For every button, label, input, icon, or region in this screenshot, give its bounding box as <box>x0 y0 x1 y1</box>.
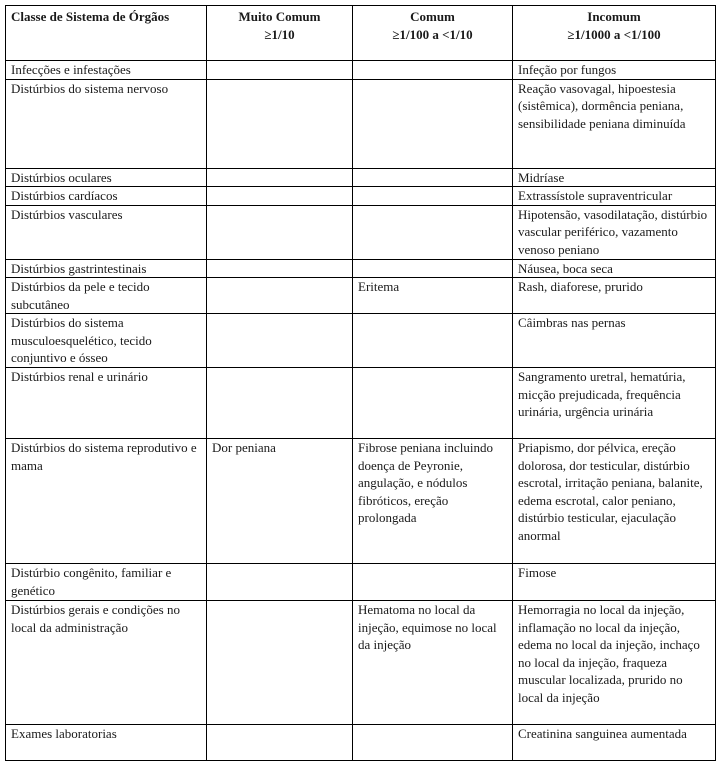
cell-common <box>353 725 513 761</box>
cell-common <box>353 314 513 368</box>
table-row <box>6 439 716 564</box>
header-uncommon <box>513 6 716 61</box>
cell-organ-class: Distúrbios do sistema nervoso <box>6 79 207 168</box>
table-row <box>6 79 716 168</box>
cell-very-common <box>207 205 353 259</box>
cell-common: Eritema <box>353 278 513 314</box>
header-organ-class <box>6 6 207 61</box>
cell-uncommon: Hipotensão, vasodilatação, distúrbio vascular periférico, vazamento venoso peniano <box>513 205 716 259</box>
table-row <box>6 725 716 761</box>
cell-very-common <box>207 187 353 206</box>
cell-uncommon: Rash, diaforese, prurido <box>513 278 716 314</box>
cell-uncommon: Câimbras nas pernas <box>513 314 716 368</box>
cell-uncommon: Náusea, boca seca <box>513 259 716 278</box>
header-common-title: Comum <box>410 9 455 24</box>
cell-very-common <box>207 79 353 168</box>
header-common <box>353 6 513 61</box>
cell-organ-class: Infecções e infestações <box>6 61 207 80</box>
cell-organ-class: Distúrbios vasculares <box>6 205 207 259</box>
cell-organ-class: Distúrbios renal e urinário <box>6 368 207 439</box>
header-very-common-title: Muito Comum <box>238 9 321 24</box>
cell-organ-class: Distúrbios do sistema reprodutivo e mama <box>6 439 207 564</box>
header-common-freq: ≥1/100 a <1/10 <box>392 26 473 42</box>
cell-common <box>353 205 513 259</box>
header-organ-class-title: Classe de Sistema de Órgãos <box>11 9 170 24</box>
cell-very-common <box>207 61 353 80</box>
header-uncommon-title: Incomum <box>587 9 641 24</box>
adverse-reactions-table <box>5 5 716 761</box>
table-row <box>6 278 716 314</box>
cell-uncommon: Fimose <box>513 564 716 601</box>
cell-common <box>353 168 513 187</box>
cell-organ-class: Distúrbios gastrintestinais <box>6 259 207 278</box>
table-row <box>6 187 716 206</box>
cell-very-common <box>207 314 353 368</box>
cell-uncommon: Infeção por fungos <box>513 61 716 80</box>
table-row <box>6 368 716 439</box>
cell-very-common <box>207 564 353 601</box>
cell-uncommon: Creatinina sanguinea aumentada <box>513 725 716 761</box>
table-row <box>6 168 716 187</box>
cell-very-common: Dor peniana <box>207 439 353 564</box>
cell-common <box>353 61 513 80</box>
cell-organ-class: Distúrbios do sistema musculoesquelético, tecido conjuntivo e ósseo <box>6 314 207 368</box>
table-row <box>6 601 716 725</box>
cell-very-common <box>207 368 353 439</box>
table-row <box>6 259 716 278</box>
cell-common <box>353 564 513 601</box>
cell-organ-class: Distúrbios cardíacos <box>6 187 207 206</box>
cell-uncommon: Priapismo, dor pélvica, ereção dolorosa, dor testicular, distúrbio escrotal, irritação peniana, balanite, edema escrotal, calor peniano, distúrbio testicular, ejaculação anormal <box>513 439 716 564</box>
cell-uncommon: Sangramento uretral, hematúria, micção prejudicada, frequência urinária, urgência urinária <box>513 368 716 439</box>
cell-uncommon: Midríase <box>513 168 716 187</box>
header-row <box>6 6 716 61</box>
table-row <box>6 314 716 368</box>
cell-very-common <box>207 168 353 187</box>
header-uncommon-freq: ≥1/1000 a <1/100 <box>567 26 661 42</box>
cell-very-common <box>207 601 353 725</box>
cell-common <box>353 259 513 278</box>
cell-common <box>353 79 513 168</box>
cell-uncommon: Extrassístole supraventricular <box>513 187 716 206</box>
cell-common <box>353 368 513 439</box>
cell-organ-class: Distúrbios oculares <box>6 168 207 187</box>
table-row <box>6 564 716 601</box>
cell-organ-class: Exames laboratorias <box>6 725 207 761</box>
cell-organ-class: Distúrbios gerais e condições no local da administração <box>6 601 207 725</box>
cell-common <box>353 187 513 206</box>
cell-very-common <box>207 725 353 761</box>
table-row <box>6 61 716 80</box>
cell-uncommon: Hemorragia no local da injeção, inflamação no local da injeção, edema no local da injeção, inchaço no local da injeção, fraqueza muscular localizada, prurido no local da injeção <box>513 601 716 725</box>
cell-very-common <box>207 278 353 314</box>
header-very-common-freq: ≥1/10 <box>264 26 295 42</box>
cell-common: Hematoma no local da injeção, equimose no local da injeção <box>353 601 513 725</box>
cell-organ-class: Distúrbio congênito, familiar e genético <box>6 564 207 601</box>
cell-uncommon: Reação vasovagal, hipoestesia (sistêmica), dormência peniana, sensibilidade peniana diminuída <box>513 79 716 168</box>
table-row <box>6 205 716 259</box>
cell-very-common <box>207 259 353 278</box>
cell-organ-class: Distúrbios da pele e tecido subcutâneo <box>6 278 207 314</box>
cell-common: Fibrose peniana incluindo doença de Peyronie, angulação, e nódulos fibróticos, ereção prolongada <box>353 439 513 564</box>
header-very-common <box>207 6 353 61</box>
